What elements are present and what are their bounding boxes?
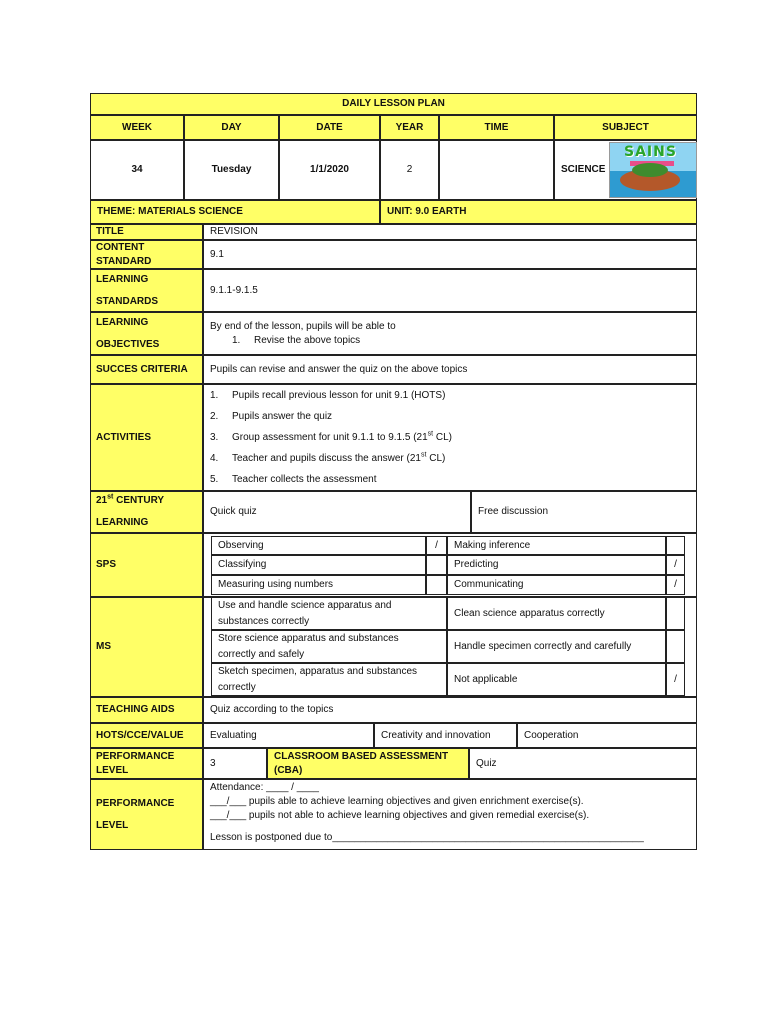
ms-not-applicable: Not applicable bbox=[447, 663, 666, 696]
century-quick-quiz: Quick quiz bbox=[203, 491, 471, 533]
activity-text: Pupils answer the quiz bbox=[232, 410, 333, 422]
cba-value: Quiz bbox=[469, 748, 697, 779]
cba-label: CLASSROOM BASED ASSESSMENT (CBA) bbox=[267, 748, 469, 779]
label-21st-century-line1 bbox=[96, 494, 164, 508]
sps-classifying-mark bbox=[426, 555, 447, 575]
hots-cooperation: Cooperation bbox=[517, 723, 697, 748]
sps-measuring: Measuring using numbers bbox=[211, 575, 426, 595]
objectives-item bbox=[210, 334, 360, 348]
century-number: 21 bbox=[96, 495, 108, 506]
label-reflection bbox=[90, 779, 203, 850]
info-date: 1/1/2020 bbox=[279, 140, 380, 200]
sps-communicating: Communicating bbox=[447, 575, 666, 595]
header-year: YEAR bbox=[380, 115, 439, 140]
label-reflection-line2: LEVEL bbox=[96, 819, 129, 831]
sains-logo bbox=[609, 142, 697, 198]
activity-item-4 bbox=[210, 452, 445, 466]
theme: THEME: MATERIALS SCIENCE bbox=[90, 200, 380, 224]
reflection-postponed: Lesson is postponed due to________________________________________________________ bbox=[210, 832, 644, 843]
activity-number: 4. bbox=[210, 452, 219, 464]
label-learning-objectives-line2: OBJECTIVES bbox=[96, 338, 160, 350]
activity-text: Pupils recall previous lesson for unit 9.1 (HOTS) bbox=[232, 389, 446, 401]
ms-use-handle-line2: substances correctly bbox=[218, 615, 310, 627]
sps-predicting: Predicting bbox=[447, 555, 666, 575]
ms-sketch-line1: Sketch specimen, apparatus and substances bbox=[218, 665, 418, 677]
reflection-block bbox=[203, 779, 697, 850]
label-learning-standards-line2: STANDARDS bbox=[96, 295, 159, 307]
activity-text-tail: CL) bbox=[433, 431, 453, 443]
activity-superscript: st bbox=[427, 430, 434, 438]
header-subject: SUBJECT bbox=[554, 115, 697, 140]
activity-number: 3. bbox=[210, 431, 219, 443]
label-reflection-line1: PERFORMANCE bbox=[96, 797, 175, 809]
island-shape bbox=[632, 163, 668, 177]
label-performance-level: PERFORMANCE LEVEL bbox=[90, 748, 203, 779]
label-ms: MS bbox=[90, 597, 203, 697]
activity-superscript: st bbox=[421, 451, 427, 459]
activity-item-5 bbox=[210, 473, 377, 487]
objectives-item-text: Revise the above topics bbox=[254, 334, 361, 346]
century-superscript: st bbox=[107, 493, 114, 501]
reflection-remedial: ___/___ pupils not able to achieve learning objectives and given remedial exercise(s). bbox=[210, 810, 590, 821]
label-sps: SPS bbox=[90, 533, 203, 597]
value-content-standard: 9.1 bbox=[203, 240, 697, 269]
ms-store-line2: correctly and safely bbox=[218, 648, 305, 660]
ms-use-handle-line1: Use and handle science apparatus and bbox=[218, 599, 392, 611]
sps-classifying: Classifying bbox=[211, 555, 426, 575]
value-learning-objectives bbox=[203, 312, 697, 355]
activity-item-2 bbox=[210, 410, 332, 424]
label-teaching-aids: TEACHING AIDS bbox=[90, 697, 203, 723]
activity-item-1 bbox=[210, 389, 445, 403]
label-hots: HOTS/CCE/VALUE bbox=[90, 723, 203, 748]
value-teaching-aids: Quiz according to the topics bbox=[203, 697, 697, 723]
sps-measuring-mark bbox=[426, 575, 447, 595]
ms-sketch bbox=[211, 663, 447, 696]
ms-clean: Clean science apparatus correctly bbox=[447, 597, 666, 630]
sps-observing: Observing bbox=[211, 536, 426, 555]
sps-making-inference-mark bbox=[666, 536, 685, 555]
activities-list bbox=[203, 384, 697, 491]
label-21st-century-line2: LEARNING bbox=[96, 517, 149, 528]
activity-text: Teacher collects the assessment bbox=[232, 473, 377, 485]
activity-text: Group assessment for unit 9.1.1 to 9.1.5 (21 bbox=[232, 431, 428, 443]
ms-sketch-line2: correctly bbox=[218, 681, 256, 693]
info-subject-text: SCIENCE bbox=[561, 164, 606, 175]
header-day: DAY bbox=[184, 115, 279, 140]
ms-handle-specimen-mark bbox=[666, 630, 685, 663]
info-day: Tuesday bbox=[184, 140, 279, 200]
hots-evaluating: Evaluating bbox=[203, 723, 374, 748]
century-free-discussion: Free discussion bbox=[471, 491, 697, 533]
activity-number: 2. bbox=[210, 410, 219, 422]
activity-text: Teacher and pupils discuss the answer (21 bbox=[232, 452, 421, 464]
info-week: 34 bbox=[90, 140, 184, 200]
ms-store-line1: Store science apparatus and substances bbox=[218, 632, 399, 644]
ms-use-handle bbox=[211, 597, 447, 630]
hots-creativity: Creativity and innovation bbox=[374, 723, 517, 748]
sps-observing-mark: / bbox=[426, 536, 447, 555]
label-learning-objectives-line1: LEARNING bbox=[96, 316, 149, 328]
sps-communicating-mark: / bbox=[666, 575, 685, 595]
activity-number: 5. bbox=[210, 473, 219, 485]
ms-handle-specimen: Handle specimen correctly and carefully bbox=[447, 630, 666, 663]
header-week: WEEK bbox=[90, 115, 184, 140]
activity-item-3 bbox=[210, 431, 452, 445]
header-date: DATE bbox=[279, 115, 380, 140]
objectives-item-number: 1. bbox=[232, 334, 241, 346]
sps-predicting-mark: / bbox=[666, 555, 685, 575]
century-word: CENTURY bbox=[113, 495, 165, 506]
reflection-enrichment: ___/___ pupils able to achieve learning objectives and given enrichment exercise(s). bbox=[210, 796, 584, 807]
info-year: 2 bbox=[380, 140, 439, 200]
info-time bbox=[439, 140, 554, 200]
reflection-attendance: Attendance: ____ / ____ bbox=[210, 782, 319, 793]
label-learning-standards bbox=[90, 269, 203, 312]
lesson-plan-document bbox=[90, 93, 697, 850]
ms-not-applicable-mark: / bbox=[666, 663, 685, 696]
value-learning-standards: 9.1.1-9.1.5 bbox=[203, 269, 697, 312]
activity-number: 1. bbox=[210, 389, 219, 401]
performance-level-value: 3 bbox=[203, 748, 267, 779]
objectives-intro: By end of the lesson, pupils will be able to bbox=[210, 320, 396, 332]
sains-logo-text: SAINS bbox=[624, 144, 677, 160]
value-title: REVISION bbox=[203, 224, 697, 240]
label-activities: ACTIVITIES bbox=[90, 384, 203, 491]
ms-clean-mark bbox=[666, 597, 685, 630]
label-success-criteria: SUCCES CRITERIA bbox=[90, 355, 203, 384]
label-learning-standards-line1: LEARNING bbox=[96, 273, 149, 285]
document-title: DAILY LESSON PLAN bbox=[90, 93, 697, 115]
label-title: TITLE bbox=[90, 224, 203, 240]
ms-store bbox=[211, 630, 447, 663]
value-success-criteria: Pupils can revise and answer the quiz on the above topics bbox=[203, 355, 697, 384]
unit: UNIT: 9.0 EARTH bbox=[380, 200, 697, 224]
label-21st-century-learning bbox=[90, 491, 203, 533]
activity-text-tail: CL) bbox=[426, 452, 446, 464]
sps-making-inference: Making inference bbox=[447, 536, 666, 555]
label-content-standard: CONTENT STANDARD bbox=[90, 240, 203, 269]
header-time: TIME bbox=[439, 115, 554, 140]
label-learning-objectives bbox=[90, 312, 203, 355]
